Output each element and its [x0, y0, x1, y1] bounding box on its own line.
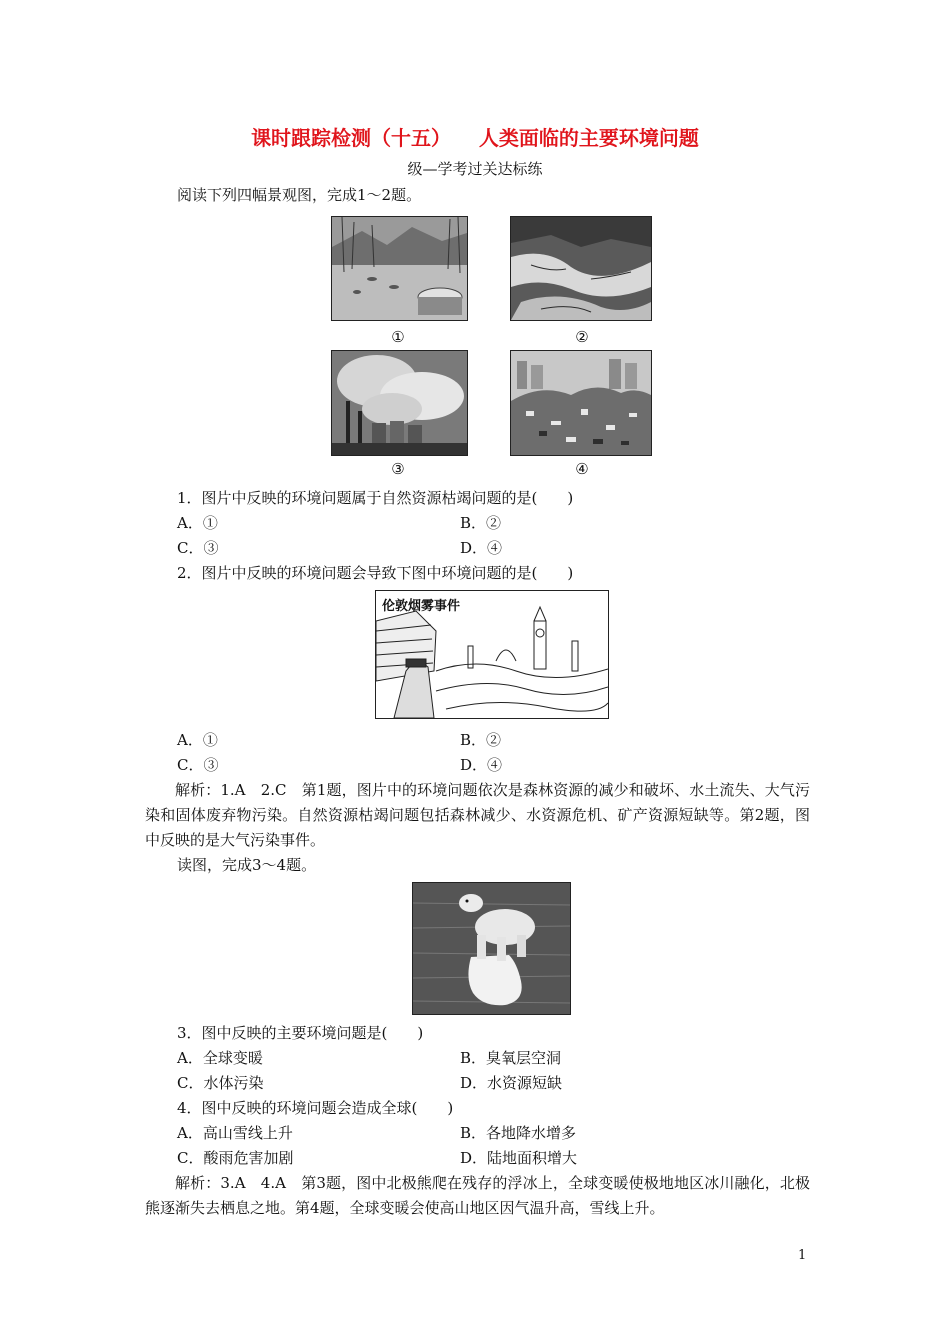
cartoon-london-smog — [375, 590, 609, 719]
analysis-1: 解析：1.A 2.C 第1题，图片中的环境问题依次是森林资源的减少和破坏、水土流失、大气污染和固体废弃物污染。自然资源枯竭问题包括森林减少、水资源危机、矿产资源短缺等。第2题，图中反映的是大气污染事件。 — [145, 781, 810, 849]
q4-option-a: A．高山雪线上升 — [177, 1124, 293, 1142]
q3-stem: 3．图中反映的主要环境问题是( ) — [177, 1024, 424, 1042]
page-subtitle: 级—学考过关达标练 — [407, 160, 543, 178]
page-number: 1 — [798, 1248, 807, 1263]
photo-caption-3: ③ — [391, 460, 405, 478]
q4-option-d: D．陆地面积增大 — [460, 1149, 578, 1167]
q1-option-c: C．③ — [177, 539, 219, 557]
intro-2: 读图，完成3～4题。 — [177, 856, 317, 874]
q3-option-b: B．臭氧层空洞 — [460, 1049, 562, 1067]
q1-stem: 1．图片中反映的环境问题属于自然资源枯竭问题的是( ) — [177, 489, 574, 507]
q1-option-a: A．① — [177, 514, 218, 532]
q2-option-b: B．② — [460, 731, 502, 749]
q4-option-b: B．各地降水增多 — [460, 1124, 577, 1142]
q3-option-a: A．全球变暖 — [177, 1049, 263, 1067]
photo-polar-bear — [412, 882, 571, 1015]
q2-option-a: A．① — [177, 731, 218, 749]
page-title: 课时跟踪检测（十五） 人类面临的主要环境问题 — [251, 126, 699, 150]
photo-deforestation — [331, 216, 468, 321]
q2-stem: 2．图片中反映的环境问题会导致下图中环境问题的是( ) — [177, 564, 574, 582]
q3-option-c: C．水体污染 — [177, 1074, 264, 1092]
q2-option-c: C．③ — [177, 756, 219, 774]
q2-option-d: D．④ — [460, 756, 503, 774]
photo-caption-1: ① — [391, 328, 405, 346]
photo-factory-smoke — [331, 350, 468, 456]
cartoon-title: 伦敦烟雾事件 — [382, 599, 461, 614]
photo-garbage — [510, 350, 652, 456]
photo-soil-erosion — [510, 216, 652, 321]
q4-option-c: C．酸雨危害加剧 — [177, 1149, 294, 1167]
analysis-2: 解析：3.A 4.A 第3题，图中北极熊爬在残存的浮冰上，全球变暖使极地地区冰川融化，北极熊逐渐失去栖息之地。第4题，全球变暖会使高山地区因气温升高，雪线上升。 — [145, 1174, 810, 1217]
q4-stem: 4．图中反映的环境问题会造成全球( ) — [177, 1099, 454, 1117]
intro-1: 阅读下列四幅景观图，完成1～2题。 — [177, 186, 422, 204]
q1-option-b: B．② — [460, 514, 502, 532]
photo-caption-2: ② — [575, 328, 589, 346]
photo-caption-4: ④ — [575, 460, 589, 478]
q1-option-d: D．④ — [460, 539, 503, 557]
q3-option-d: D．水资源短缺 — [460, 1074, 563, 1092]
